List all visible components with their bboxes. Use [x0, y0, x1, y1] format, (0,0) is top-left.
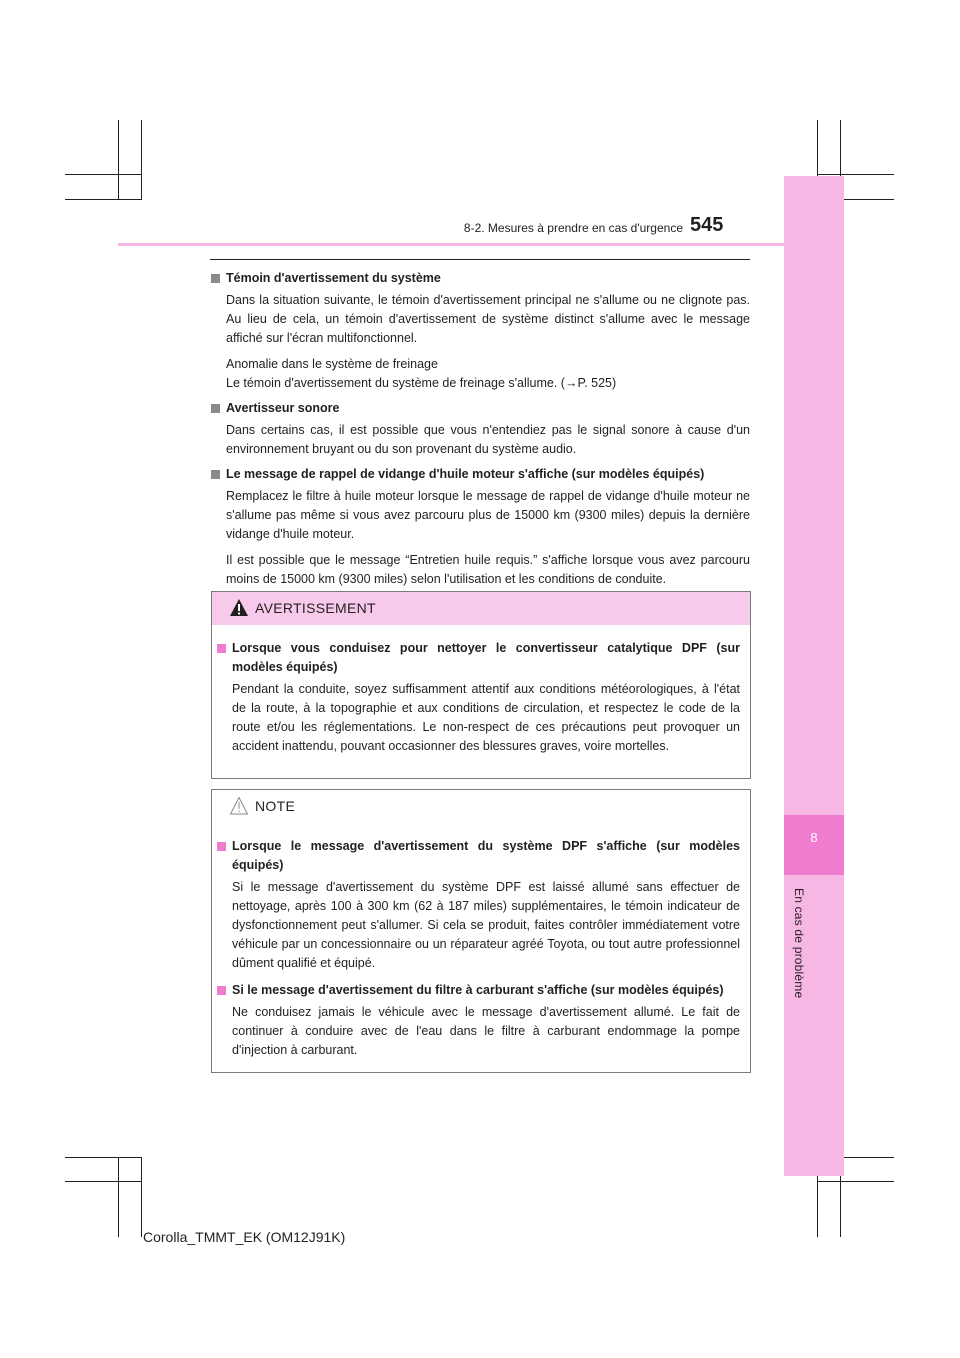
warning-item-text: Pendant la conduite, soyez suffisamment attentif aux conditions météorologiques, à l'état de la route, à la topographie et aux conditions de circulation, et respectez le code de la route et/ou les réglementations. Le non-respect de ces précautions peut provoquer un accident inattendu, pouvant occasionner des blessures graves, voire mortelles. [232, 682, 740, 753]
note-item-title-text: Si le message d'avertissement du filtre à carburant s'affiche (sur modèles équipés) [232, 983, 724, 997]
chapter-number: 8 [810, 830, 818, 845]
crop-mark-bottom-left-h2 [65, 1181, 142, 1182]
paragraph: Anomalie dans le système de freinage Le témoin d'avertissement du système de freinage s'allume. (→P. 525) [226, 357, 617, 390]
chapter-number-tab [784, 815, 844, 875]
note-box-header [212, 790, 750, 823]
note-item-title [216, 837, 740, 875]
crop-mark-top-left-h2 [65, 199, 142, 200]
main-content [210, 259, 750, 589]
note-item-text: Si le message d'avertissement du système DPF est laissé allumé sans effectuer de nettoyage, après 100 à 300 km (62 à 187 miles) supplémentaires, le témoin indicateur de dysfonctionnement peut s'allumer. Si cela se produit, faites contrôler immédiatement votre véhicule par un concessionnaire ou un réparateur agréé Toyota, ou tout autre professionnel dûment qualifié et équipé. [232, 880, 740, 970]
warning-item-title [216, 639, 740, 677]
note-item [216, 981, 740, 1060]
bullet-square-icon [217, 644, 226, 653]
paragraph: Remplacez le filtre à huile moteur lorsque le message de rappel de vidange d'huile moteur ne s'allume pas même si vous avez parcouru plus de 15000 km (9300 miles) depuis la dernière vidange d'huile moteur. [226, 489, 750, 541]
section-title [210, 465, 750, 484]
header-rule [118, 243, 784, 246]
crop-mark-bottom-left-v [118, 1157, 119, 1237]
note-item-title [216, 981, 740, 1000]
chapter-title: En cas de problème [792, 888, 806, 999]
warning-box-body [212, 625, 750, 766]
bullet-square-icon [217, 986, 226, 995]
section-title [210, 269, 750, 288]
warning-box [211, 591, 751, 779]
crop-mark-top-left-v [141, 120, 142, 200]
bullet-square-icon [211, 274, 220, 283]
note-box-body [212, 823, 750, 1070]
section-title-text: Témoin d'avertissement du système [226, 271, 441, 285]
paragraph: Dans certains cas, il est possible que vous n'entendiez pas le signal sonore à cause d'un environnement bruyant ou du son provenant du système audio. [226, 423, 750, 456]
bullet-square-icon [217, 842, 226, 851]
warning-box-header [212, 592, 750, 625]
warning-item [216, 639, 740, 756]
footer-document-id: Corolla_TMMT_EK (OM12J91K) [143, 1229, 346, 1245]
crop-mark-top-left-v2 [118, 120, 119, 200]
crop-mark-bottom-left-v2 [141, 1157, 142, 1237]
crop-mark-bottom-left-h [65, 1157, 142, 1158]
note-item-text: Ne conduisez jamais le véhicule avec le message d'avertissement allumé. Le fait de continuer à conduire avec de l'eau dans le filtre à carburant endommage la pompe d'injection à carburant. [232, 1005, 740, 1057]
section-title [210, 399, 750, 418]
note-item-title-text: Lorsque le message d'avertissement du système DPF s'affiche (sur modèles équipés) [232, 839, 740, 872]
paragraph: Il est possible que le message “Entretien huile requis.” s'affiche lorsque vous avez parcouru moins de 15000 km (9300 miles) selon l'utilisation et les conditions de conduite. [226, 553, 750, 586]
warning-triangle-icon [229, 598, 249, 618]
paragraph: Dans la situation suivante, le témoin d'avertissement principal ne s'allume ou ne clignote pas. Au lieu de cela, un témoin d'avertissement de système distinct s'allume avec le message affiché sur l'écran multifonctionnel. [226, 293, 750, 345]
section-title-text: Le message de rappel de vidange d'huile moteur s'affiche (sur modèles équipés) [226, 467, 705, 481]
note-box [211, 789, 751, 1073]
section-system-warning [210, 269, 750, 393]
caution-triangle-outline-icon [229, 796, 249, 816]
warning-item-title-text: Lorsque vous conduisez pour nettoyer le convertisseur catalytique DPF (sur modèles équipés) [232, 641, 740, 674]
bullet-square-icon [211, 470, 220, 479]
note-box-title: NOTE [255, 798, 296, 814]
content-top-rule [210, 259, 750, 260]
crop-mark-bottom-right-h2 [817, 1181, 894, 1182]
section-title-text: Avertisseur sonore [226, 401, 340, 415]
note-item [216, 837, 740, 973]
bullet-square-icon [211, 404, 220, 413]
warning-box-title: AVERTISSEMENT [255, 600, 376, 616]
page-number: 545 [690, 214, 724, 236]
crop-mark-top-right-h [817, 174, 894, 175]
section-oil-reminder [210, 465, 750, 589]
section-buzzer [210, 399, 750, 459]
header-section-title: 8-2. Mesures à prendre en cas d'urgence [463, 221, 683, 235]
crop-mark-top-left-h [65, 174, 142, 175]
chapter-side-tab [784, 176, 844, 1176]
